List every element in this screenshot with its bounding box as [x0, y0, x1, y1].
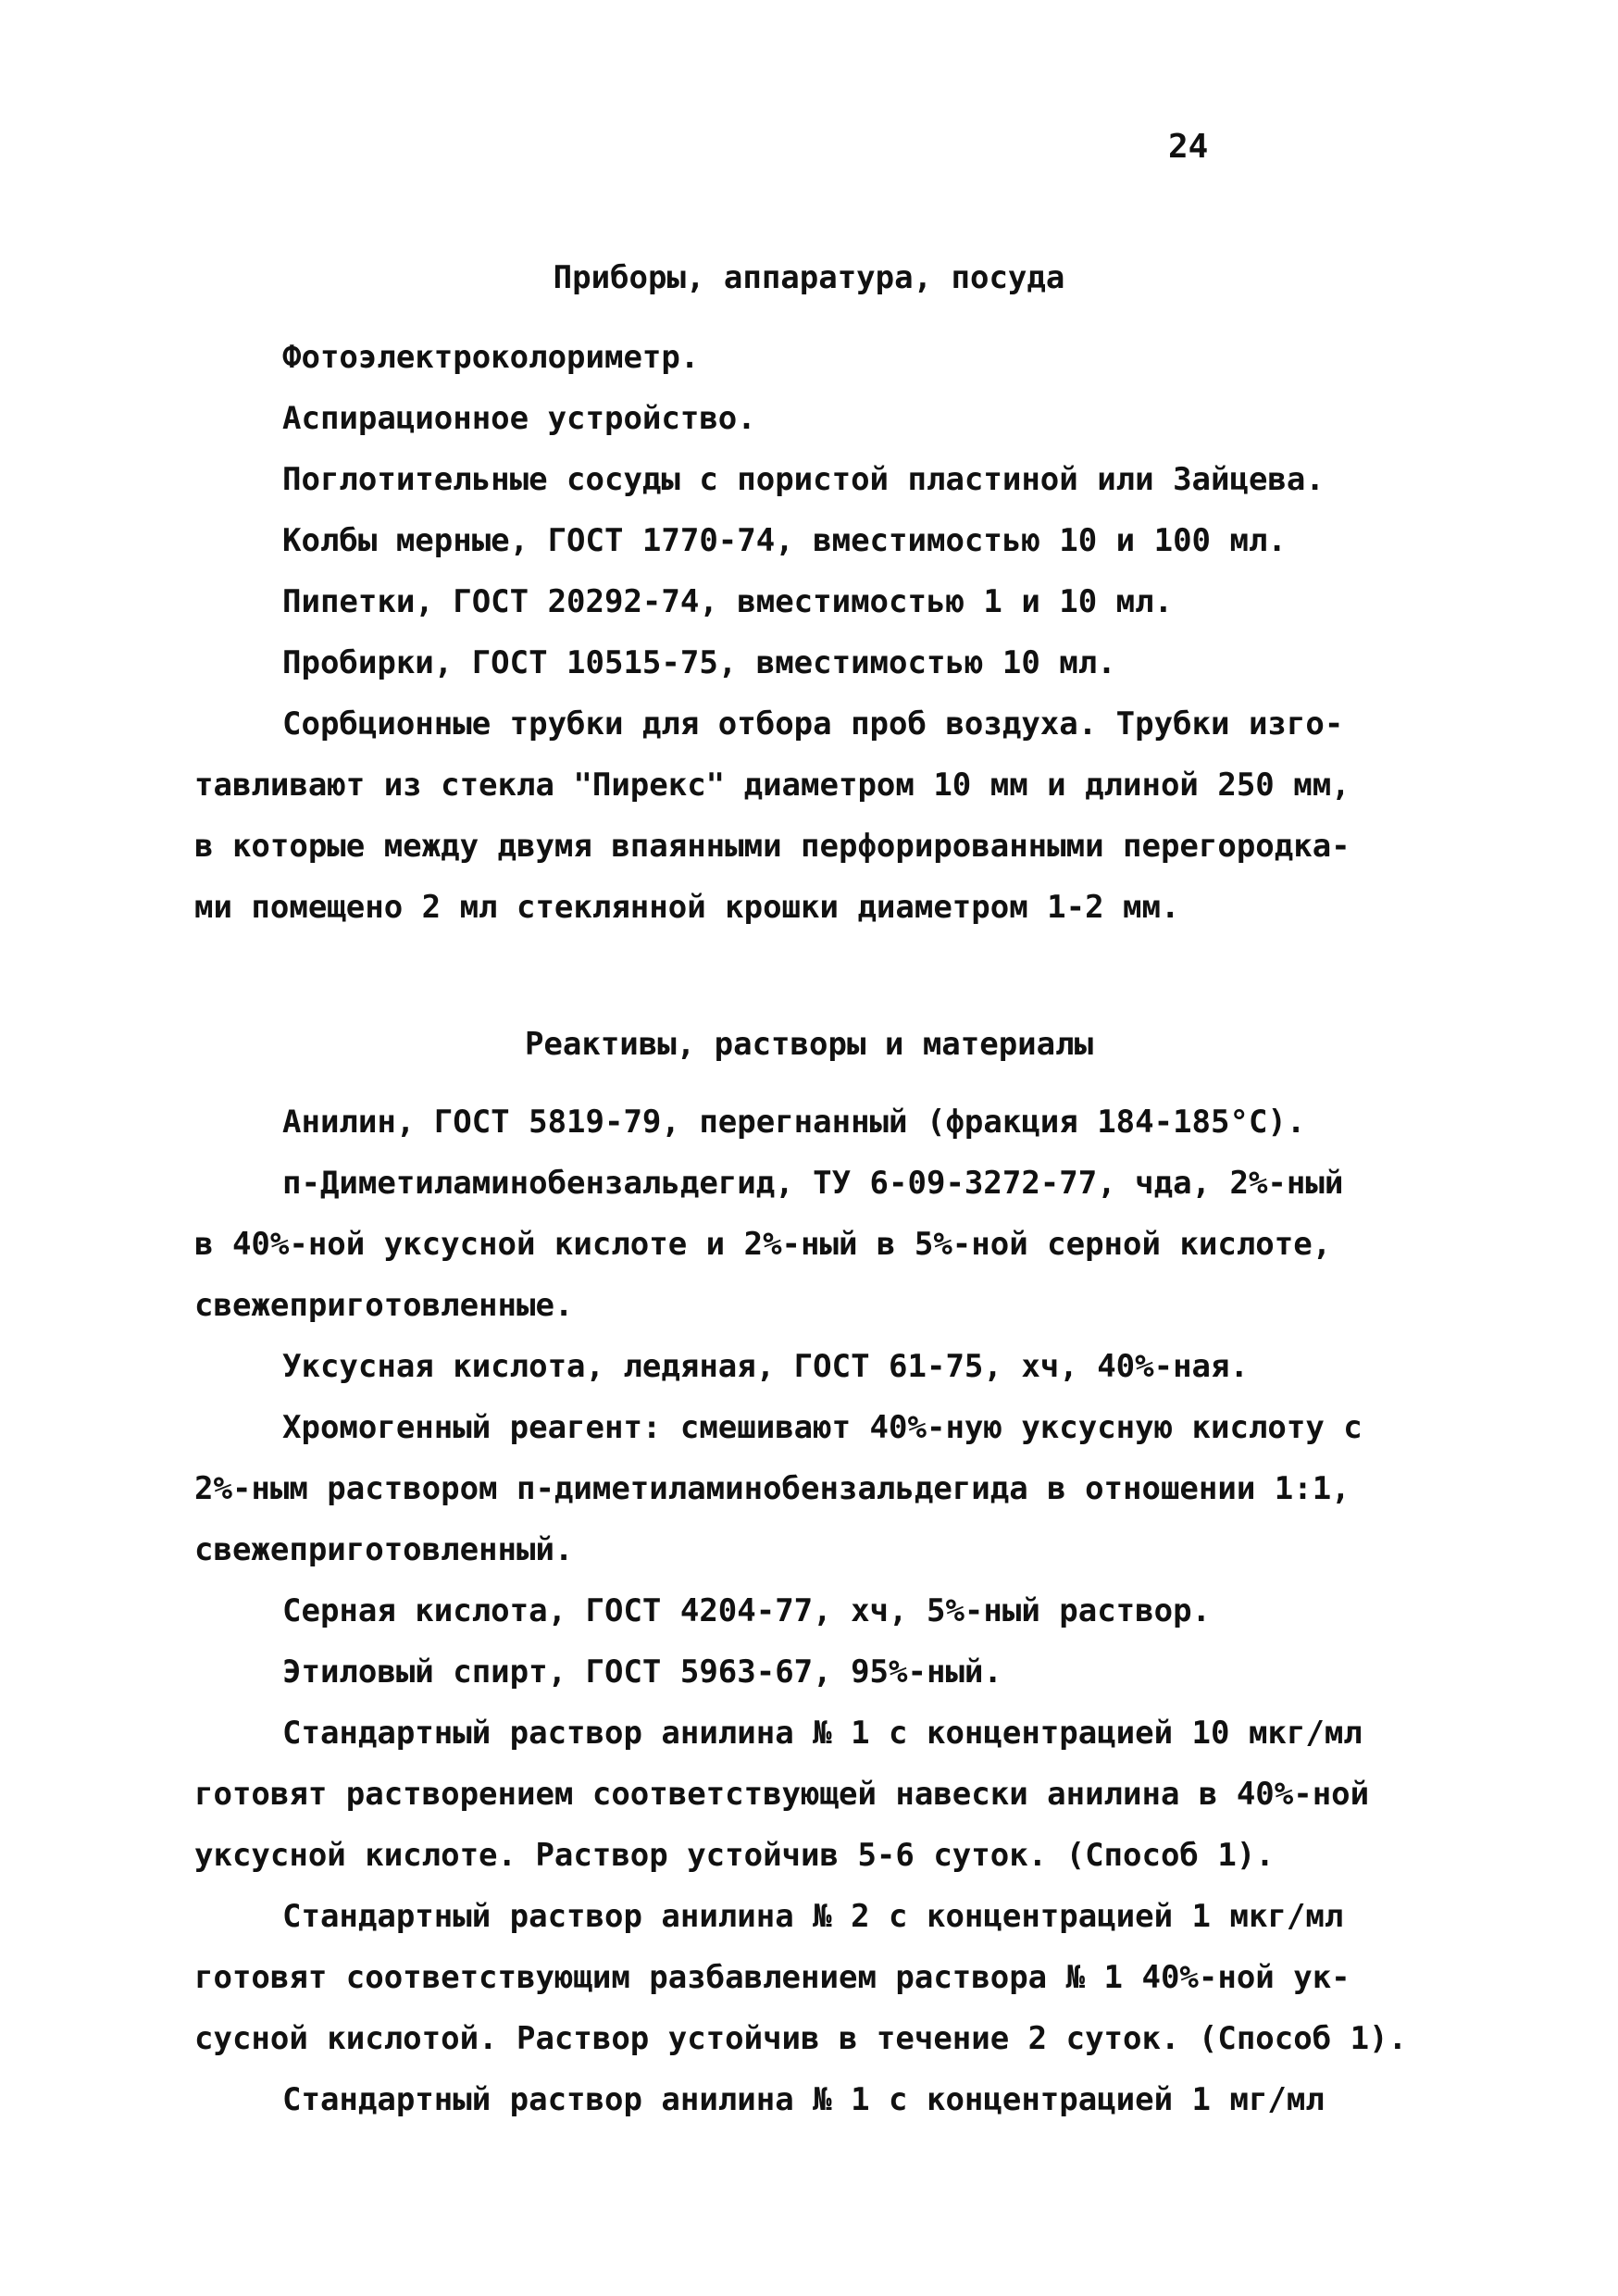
- reagent-dimethylaminobenzaldehyde-line: свежеприготовленные.: [194, 1287, 574, 1324]
- equipment-item: Поглотительные сосуды с пористой пластиной или Зайцева.: [282, 461, 1325, 498]
- sorption-tubes-paragraph-line: в которые между двумя впаянными перфорированными перегородка-: [194, 828, 1350, 865]
- reagent-ethanol: Этиловый спирт, ГОСТ 5963-67, 95%-ный.: [282, 1653, 1002, 1691]
- reagent-chromogenic-line: Хромогенный реагент: смешивают 40%-ную уксусную кислоту с: [282, 1409, 1363, 1446]
- reagent-chromogenic-line: свежеприготовленный.: [194, 1531, 574, 1568]
- standard-solution-1-line: готовят растворением соответствующей навески анилина в 40%-ной: [194, 1776, 1370, 1813]
- equipment-item: Пипетки, ГОСТ 20292-74, вместимостью 1 и 10 мл.: [282, 583, 1174, 620]
- sorption-tubes-paragraph-line: тавливают из стекла "Пирекс" диаметром 10 мм и длиной 250 мм,: [194, 767, 1350, 804]
- standard-solution-1-line: Стандартный раствор анилина № 1 с концентрацией 10 мкг/мл: [282, 1715, 1363, 1752]
- reagent-sulfuric-acid: Серная кислота, ГОСТ 4204-77, хч, 5%-ный раствор.: [282, 1592, 1212, 1629]
- sorption-tubes-paragraph-line: ми помещено 2 мл стеклянной крошки диаметром 1-2 мм.: [194, 889, 1180, 926]
- reagent-aniline: Анилин, ГОСТ 5819-79, перегнанный (фракция 184-185°С).: [282, 1104, 1306, 1141]
- section-heading-equipment: Приборы, аппаратура, посуда: [553, 259, 1065, 296]
- reagent-chromogenic-line: 2%-ным раствором п-диметиламинобензальдегида в отношении 1:1,: [194, 1470, 1350, 1507]
- equipment-item: Аспирационное устройство.: [282, 400, 756, 437]
- equipment-item: Фотоэлектроколориметр.: [282, 339, 700, 376]
- standard-solution-3-line: Стандартный раствор анилина № 1 с концентрацией 1 мг/мл: [282, 2081, 1325, 2118]
- section-heading-reagents: Реактивы, растворы и материалы: [524, 1026, 1094, 1063]
- page-number: 24: [1168, 128, 1209, 166]
- standard-solution-2-line: готовят соответствующим разбавлением раствора № 1 40%-ной ук-: [194, 1959, 1350, 1996]
- equipment-item: Колбы мерные, ГОСТ 1770-74, вместимостью 10 и 100 мл.: [282, 522, 1287, 559]
- equipment-item: Пробирки, ГОСТ 10515-75, вместимостью 10 мл.: [282, 644, 1116, 681]
- standard-solution-2-line: Стандартный раствор анилина № 2 с концентрацией 1 мкг/мл: [282, 1898, 1344, 1935]
- sorption-tubes-paragraph-line: Сорбционные трубки для отбора проб воздуха. Трубки изго-: [282, 705, 1344, 742]
- reagent-dimethylaminobenzaldehyde-line: п-Диметиламинобензальдегид, ТУ 6-09-3272-77, чда, 2%-ный: [282, 1165, 1344, 1202]
- standard-solution-2-line: сусной кислотой. Раствор устойчив в течение 2 суток. (Способ 1).: [194, 2020, 1408, 2057]
- standard-solution-1-line: уксусной кислоте. Раствор устойчив 5-6 суток. (Способ 1).: [194, 1837, 1275, 1874]
- reagent-dimethylaminobenzaldehyde-line: в 40%-ной уксусной кислоте и 2%-ный в 5%-ной серной кислоте,: [194, 1226, 1332, 1263]
- reagent-acetic-acid: Уксусная кислота, ледяная, ГОСТ 61-75, хч, 40%-ная.: [282, 1348, 1249, 1385]
